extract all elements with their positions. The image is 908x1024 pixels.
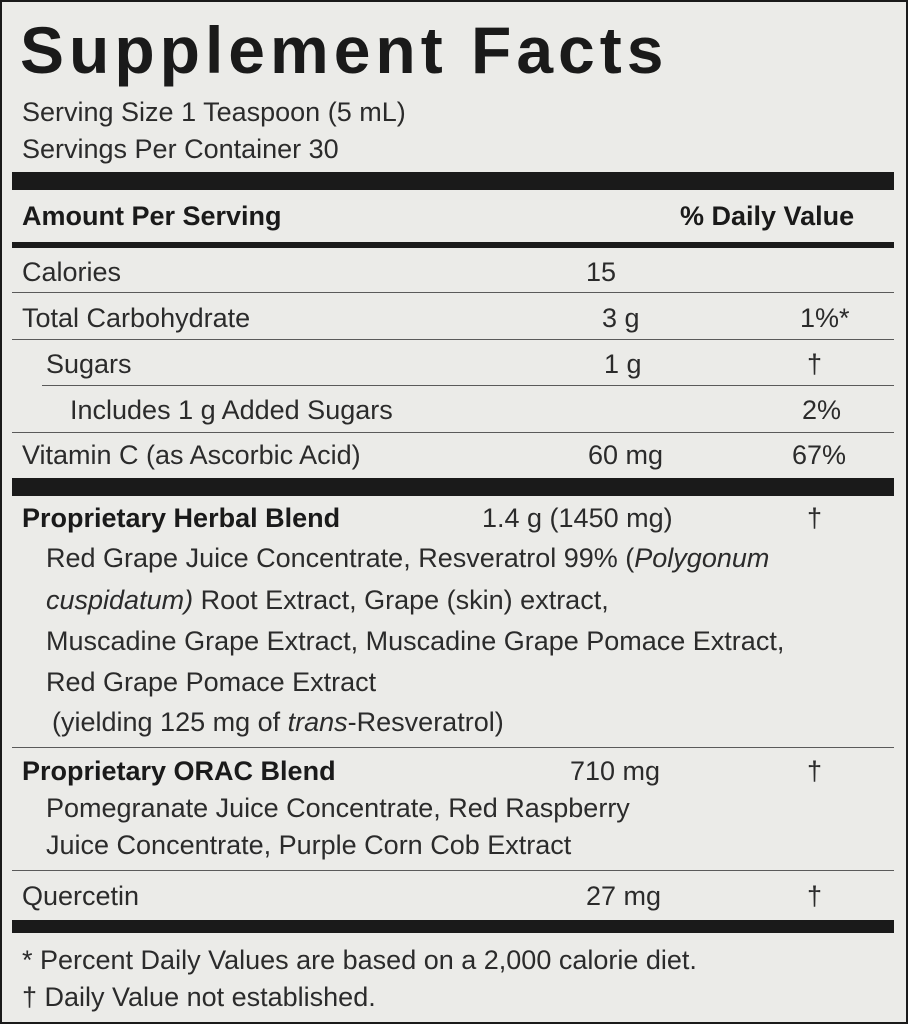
- thick-divider: [12, 478, 894, 496]
- herbal-blend-amount: 1.4 g (1450 mg): [482, 503, 673, 533]
- row-divider: [42, 385, 894, 386]
- herbal-blend-ingredients-line4: Red Grape Pomace Extract: [46, 667, 377, 697]
- row-name: Total Carbohydrate: [22, 303, 251, 333]
- thick-divider: [12, 920, 894, 933]
- row-name: Vitamin C (as Ascorbic Acid): [22, 440, 361, 470]
- herbal-blend-ingredients-line3: Muscadine Grape Extract, Muscadine Grape Pomace Extract,: [46, 626, 785, 656]
- row-name: Calories: [22, 257, 122, 287]
- servings-per-container: Servings Per Container 30: [22, 134, 339, 164]
- footnote-dagger: † Daily Value not established.: [22, 982, 376, 1012]
- row-amount: 15: [586, 257, 617, 287]
- herbal-blend-dv: †: [807, 503, 823, 533]
- orac-blend-dv: †: [807, 756, 823, 786]
- quercetin-dv: †: [807, 881, 823, 911]
- row-dv: 67%: [792, 440, 847, 470]
- row-name: Includes 1 g Added Sugars: [70, 395, 393, 425]
- row-name: Sugars: [46, 349, 132, 379]
- herbal-blend-name: Proprietary Herbal Blend: [22, 503, 341, 533]
- medium-divider: [12, 242, 894, 248]
- row-dv: 1%*: [800, 303, 850, 333]
- row-dv: †: [807, 349, 823, 379]
- serving-size: Serving Size 1 Teaspoon (5 mL): [22, 97, 406, 127]
- herbal-blend-yield-note: (yielding 125 mg of trans-Resveratrol): [52, 707, 504, 737]
- orac-blend-amount: 710 mg: [570, 756, 661, 786]
- row-dv: 2%: [802, 395, 842, 425]
- orac-blend-ingredients-line2: Juice Concentrate, Purple Corn Cob Extract: [46, 830, 572, 860]
- panel-title: Supplement Facts: [20, 13, 669, 87]
- amount-per-serving-header: Amount Per Serving: [22, 201, 282, 231]
- row-divider: [12, 432, 894, 433]
- row-amount: 3 g: [602, 303, 640, 333]
- orac-blend-name: Proprietary ORAC Blend: [22, 756, 336, 786]
- row-amount: 1 g: [604, 349, 642, 379]
- row-divider: [12, 747, 894, 748]
- footnote-daily-values: * Percent Daily Values are based on a 2,000 calorie diet.: [22, 945, 697, 975]
- quercetin-name: Quercetin: [22, 881, 140, 911]
- daily-value-header: % Daily Value: [680, 201, 855, 231]
- row-amount: 60 mg: [588, 440, 664, 470]
- quercetin-amount: 27 mg: [586, 881, 662, 911]
- herbal-blend-ingredients-line1: Red Grape Juice Concentrate, Resveratrol 99% (Polygonum: [46, 543, 770, 573]
- row-divider: [12, 339, 894, 340]
- row-divider: [12, 870, 894, 871]
- thick-divider: [12, 172, 894, 190]
- herbal-blend-ingredients-line2: cuspidatum) Root Extract, Grape (skin) extract,: [46, 585, 609, 615]
- orac-blend-ingredients-line1: Pomegranate Juice Concentrate, Red Raspberry: [46, 793, 630, 823]
- row-divider: [12, 292, 894, 293]
